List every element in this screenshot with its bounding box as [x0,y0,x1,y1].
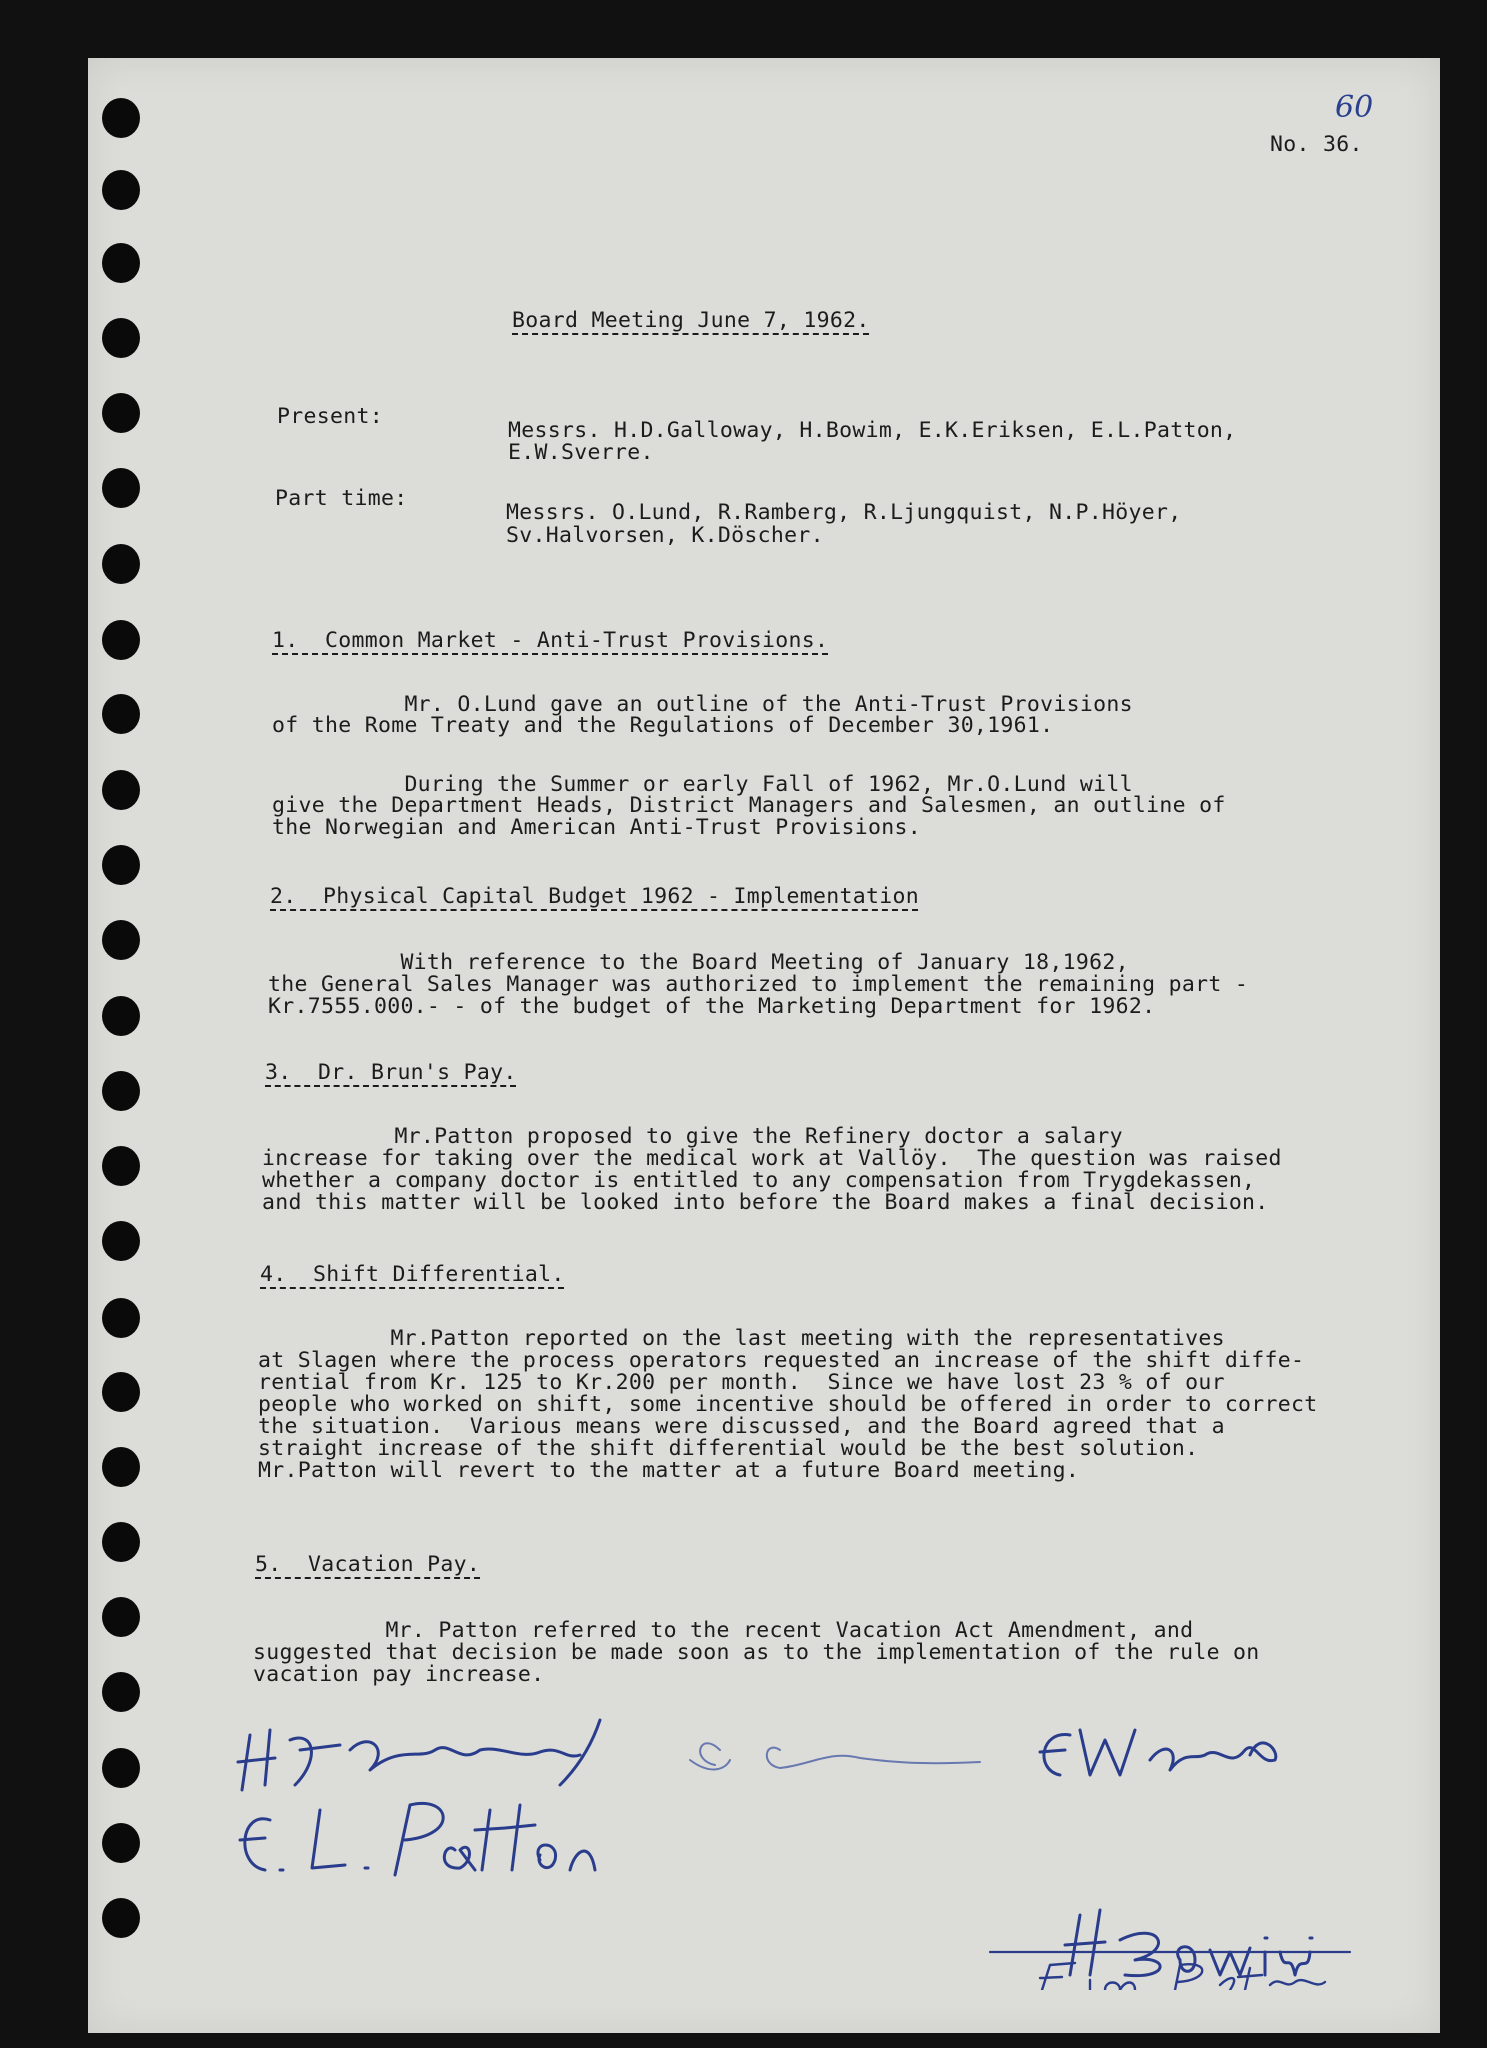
body-line: whether a company doctor is entitled to any compensation from Trygdekassen, [262,1168,1256,1193]
body-line: of the Rome Treaty and the Regulations of December 30,1961. [272,713,1054,738]
section-heading: 3. Dr. Brun's Pay. [265,1060,517,1085]
body-line: Mr.Patton reported on the last meeting with the representatives [258,1326,1225,1351]
binder-hole [102,1372,140,1412]
body-line: With reference to the Board Meeting of January 18,1962, [268,950,1129,975]
binder-hole [102,1823,140,1863]
binder-hole [102,620,140,660]
section-heading: 1. Common Market - Anti-Trust Provisions. [272,628,829,653]
binder-hole [102,1672,140,1712]
binder-hole [102,996,140,1036]
body-line: at Slagen where the process operators requested an increase of the shift diffe- [258,1348,1305,1373]
body-line: straight increase of the shift differential would be the best solution. [258,1436,1199,1461]
binder-hole [102,770,140,810]
part-time-line: Sv.Halvorsen, K.Döscher. [506,523,824,548]
signature-eriksen [690,1743,980,1769]
binder-hole [102,1898,140,1938]
signature-sverre [1040,1730,1276,1775]
body-line: the General Sales Manager was authorized to implement the remaining part - [268,972,1249,997]
present-label: Present: [277,404,383,429]
binder-hole [102,1146,140,1186]
binder-hole [102,920,140,960]
binder-hole [102,1597,140,1637]
section-heading: 4. Shift Differential. [260,1262,565,1287]
body-line: Mr. O.Lund gave an outline of the Anti-Trust Provisions [272,692,1133,717]
present-line: E.W.Sverre. [508,440,654,465]
section-heading: 5. Vacation Pay. [255,1552,481,1577]
body-line: During the Summer or early Fall of 1962, Mr.O.Lund will [272,772,1133,797]
body-line: suggested that decision be made soon as to the implementation of the rule on [253,1640,1260,1665]
binder-hole [102,1071,140,1111]
body-line: and this matter will be looked into before the Board makes a final decision. [262,1190,1269,1215]
binder-hole [102,243,140,283]
doc-number: No. 36. [1270,132,1363,157]
body-line: Mr.Patton will revert to the matter at a future Board meeting. [258,1458,1080,1483]
body-line: the Norwegian and American Anti-Trust Provisions. [272,815,921,840]
body-line: Mr. Patton referred to the recent Vacation Act Amendment, and [253,1618,1194,1643]
binder-hole [102,170,140,210]
binder-hole [102,1447,140,1487]
signature-block [220,1690,1400,1990]
binder-hole [102,393,140,433]
binder-hole [102,694,140,734]
part-time-label: Part time: [275,486,408,511]
binder-hole [102,1298,140,1338]
body-line: vacation pay increase. [253,1662,545,1687]
body-line: increase for taking over the medical work at Vallöy. The question was raised [262,1146,1282,1171]
body-line: people who worked on shift, some incentive should be offered in order to correct [258,1392,1318,1417]
binder-hole [102,1522,140,1562]
present-line: Messrs. H.D.Galloway, H.Bowim, E.K.Eriksen, E.L.Patton, [508,418,1237,443]
signature-bowim [1065,1910,1310,1976]
page-title: Board Meeting June 7, 1962. [512,308,870,333]
body-line: Kr.7555.000.- - of the budget of the Marketing Department for 1962. [268,994,1156,1019]
binder-hole [102,98,140,138]
body-line: give the Department Heads, District Managers and Salesmen, an outline of [272,793,1226,818]
section-heading: 2. Physical Capital Budget 1962 - Implementation [270,884,919,909]
binder-hole [102,1748,140,1788]
part-time-line: Messrs. O.Lund, R.Ramberg, R.Ljungquist, N.P.Höyer, [506,500,1182,525]
body-line: rential from Kr. 125 to Kr.200 per month. Since we have lost 23 % of our [258,1370,1225,1395]
page-ref-handwritten: 60 [1335,90,1374,125]
body-line: Mr.Patton proposed to give the Refinery doctor a salary [262,1124,1123,1149]
signature-galloway [238,1730,580,1790]
binder-hole [102,845,140,885]
body-line: the situation. Various means were discussed, and the Board agreed that a [258,1414,1225,1439]
signature-patton [240,1803,595,1875]
binder-hole [102,468,140,508]
binder-hole [102,1221,140,1261]
binder-hole [102,318,140,358]
binder-hole [102,544,140,584]
